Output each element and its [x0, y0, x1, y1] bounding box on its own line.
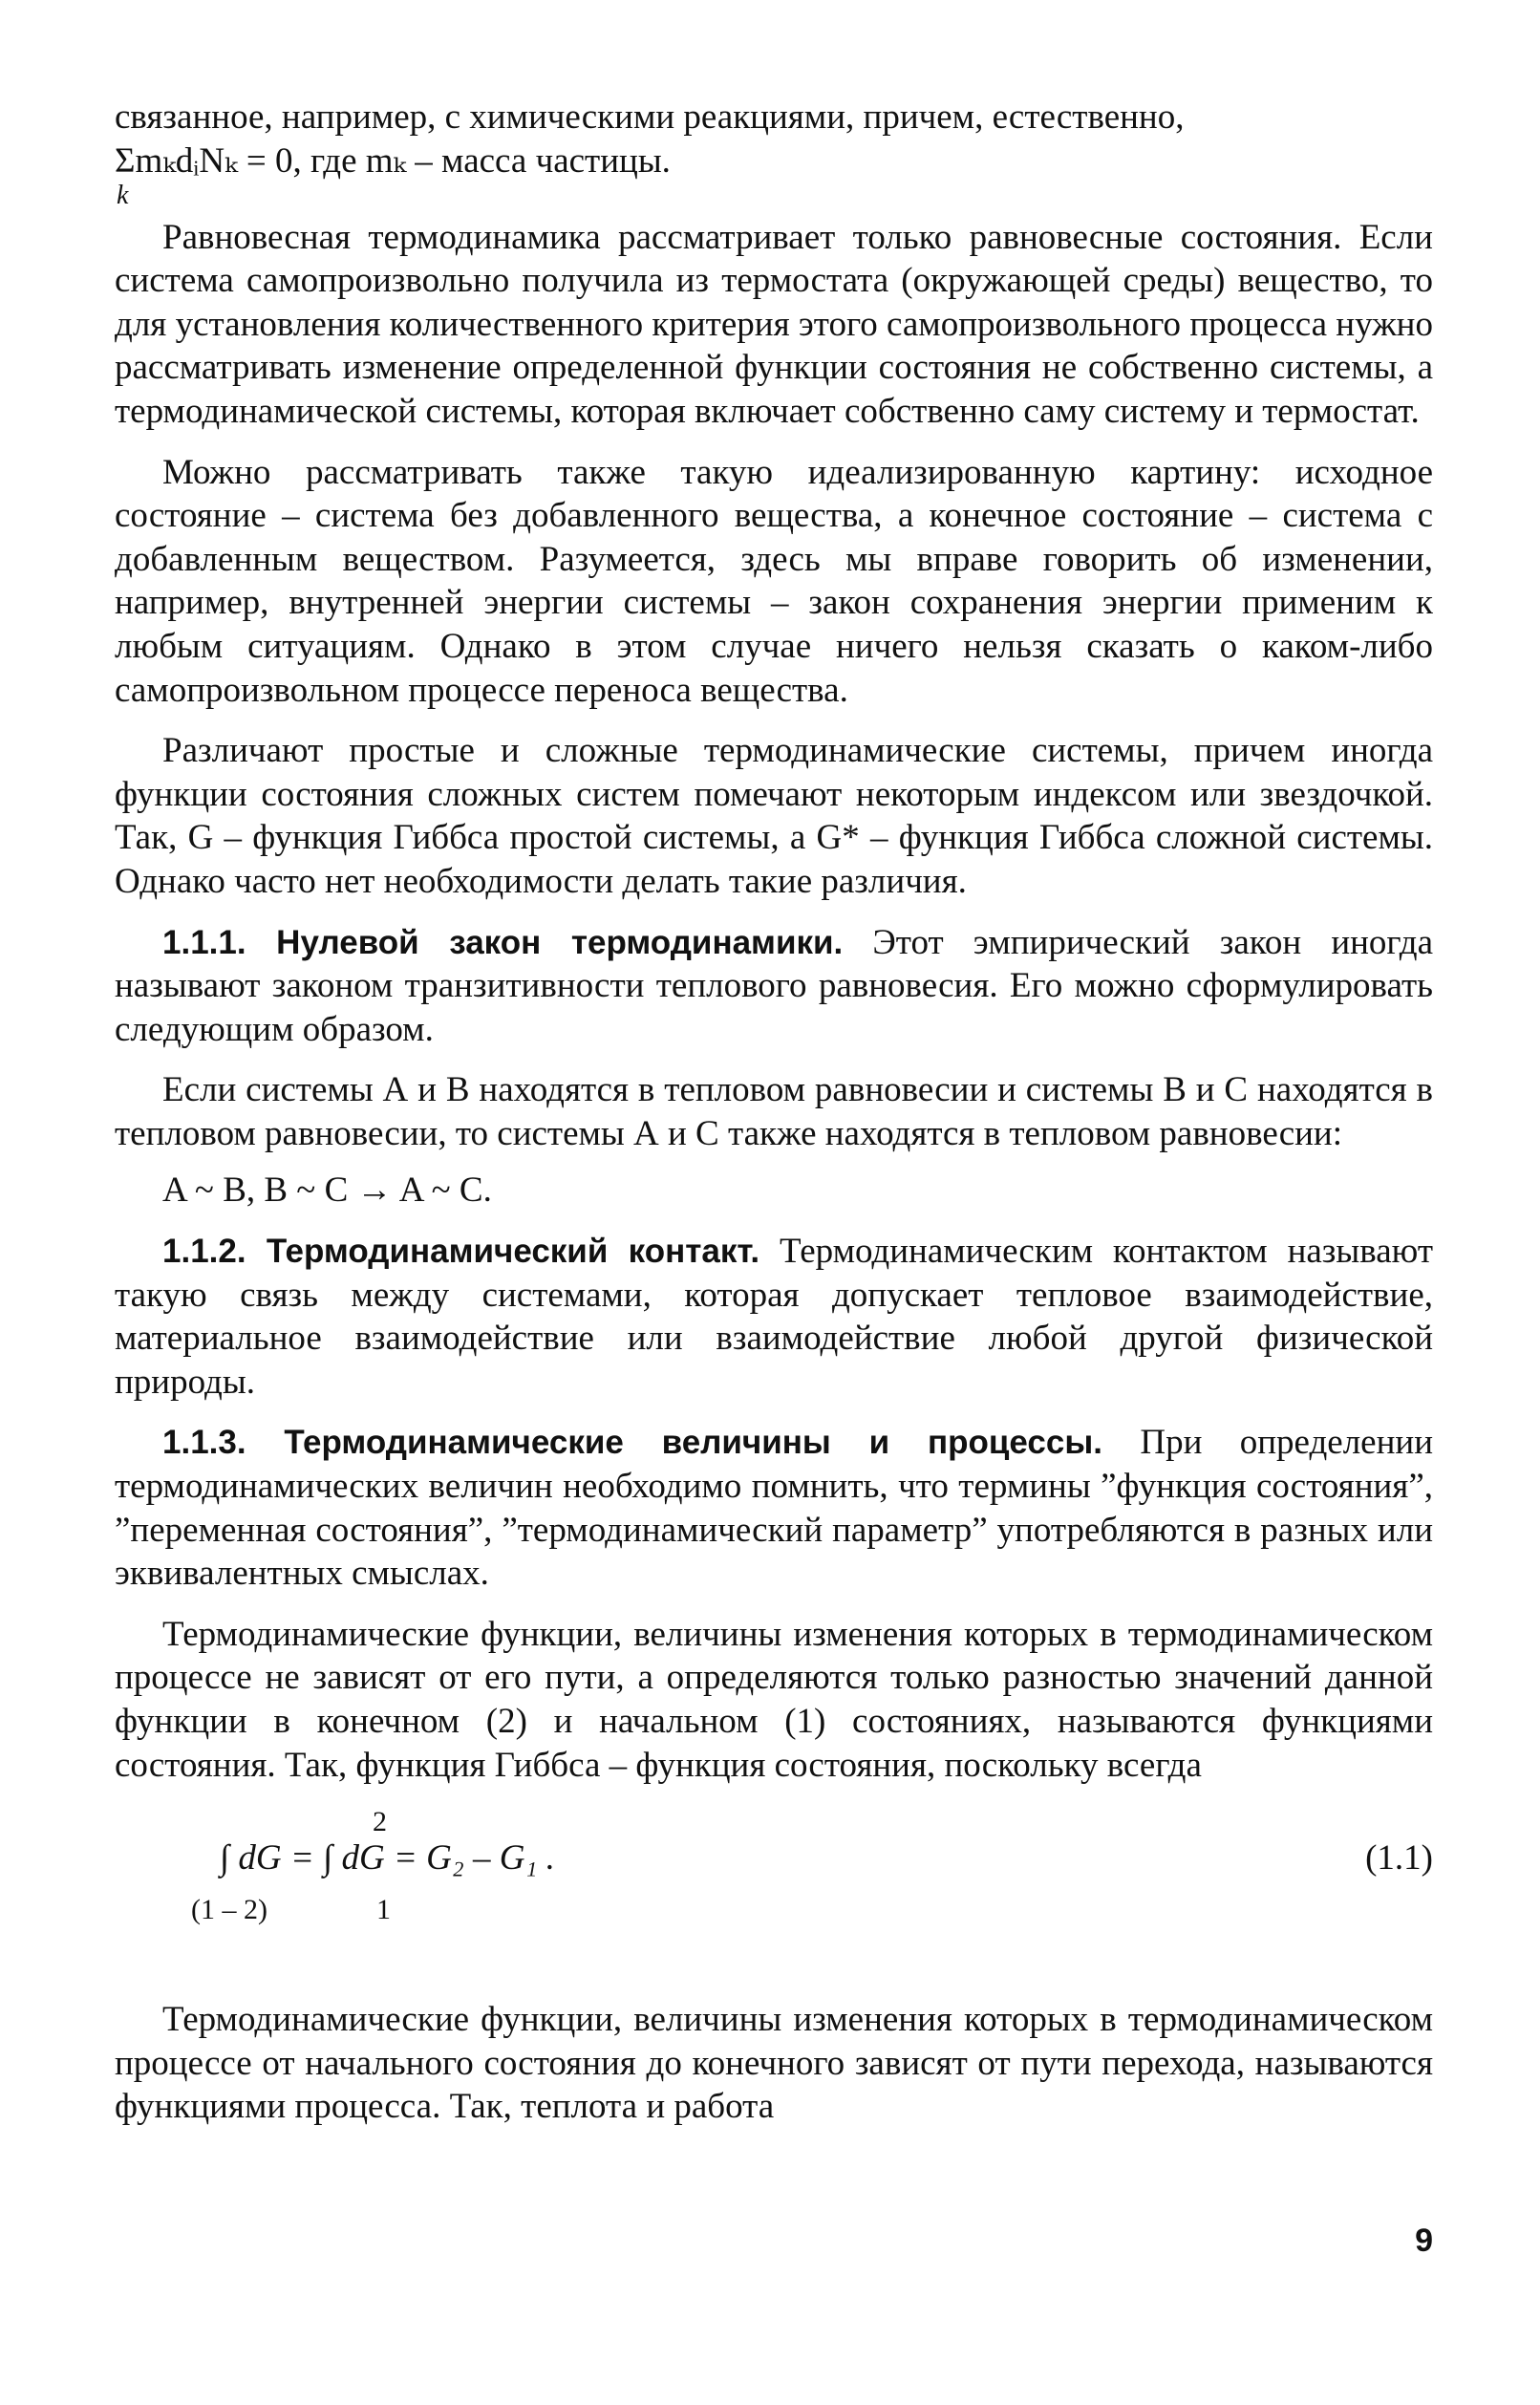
paragraph-process-functions: Термодинамические функции, величины изменения которых в термодинамическом процессе от начального состояния до конечного зависят от пути перехода, называются функциями процесса. Так, теплота и работа	[115, 2000, 1433, 2127]
section-1-1-1	[115, 921, 1433, 1052]
section-1-1-1-heading: 1.1.1. Нулевой закон термодинамики.	[162, 923, 844, 961]
sum-subscript: k	[117, 180, 129, 210]
equation-number: (1.1)	[1365, 1838, 1433, 1879]
integral-lower-limit-left: (1 – 2)	[191, 1894, 267, 1926]
section-1-1-3-heading: 1.1.3. Термодинамические величины и процессы.	[162, 1424, 1102, 1462]
sum-formula-line	[115, 140, 1433, 216]
page-body	[115, 96, 1433, 2129]
formula-integral	[115, 1800, 1433, 1958]
sum-formula: ΣmₖdᵢNₖ = 0, где mₖ – масса частицы.	[115, 140, 671, 181]
formula-transitivity: A ~ B, B ~ C → A ~ C.	[162, 1170, 492, 1211]
section-1-1-3-text: При определении термодинамических величин необходимо помнить, что термины ”функция состояния”, ”переменная состояния”, ”термодинамический параметр” употребляются в разных или эквивалентных смыслах.	[115, 1423, 1434, 1594]
integral-lower-limit-right: 1	[376, 1894, 391, 1926]
page-number: 9	[1415, 2222, 1433, 2259]
section-1-1-2-heading: 1.1.2. Термодинамический контакт.	[162, 1233, 760, 1271]
paragraph-equilibrium: Равновесная термодинамика рассматривает только равновесные состояния. Если система самопроизвольно получила из термостата (окружающей среды) вещество, то для установления количественного критерия этого самопроизвольного процесса нужно рассматривать изменение определенной функции состояния не собственно системы, а термодинамической системы, которая включает собственно саму систему и термостат.	[115, 217, 1433, 431]
paragraph-idealized: Можно рассматривать также такую идеализированную картину: исходное состояние – система без добавленного вещества, а конечное состояние – система с добавленным веществом. Разумеется, здесь мы вправе говорить об изменении, например, внутренней энергии системы – закон сохранения энергии применим к любым ситуациям. Однако в этом случае ничего нельзя сказать о каком-либо самопроизвольном процессе переноса вещества.	[115, 452, 1433, 710]
section-1-1-2	[115, 1230, 1433, 1404]
intro-line: связанное, например, с химическими реакциями, причем, естественно,	[115, 97, 1185, 137]
integral-expression: ∫ dG = ∫ dG = G₂ – G₁ .	[220, 1838, 555, 1879]
paragraph-state-functions: Термодинамические функции, величины изменения которых в термодинамическом процессе не зависят от его пути, а определяются только разностью значений данной функции в конечном (2) и начальном (1) состояниях, называются функциями состояния. Так, функция Гиббса – функция состояния, поскольку всегда	[115, 1614, 1433, 1785]
section-1-1-2-text: Термодинамическим контактом называют такую связь между системами, которая допускает тепловое взаимодействие, материальное взаимодействие или взаимодействие любой другой физической природы.	[115, 1232, 1433, 1402]
paragraph-zeroth-law: Если системы А и В находятся в тепловом равновесии и системы В и С находятся в тепловом равновесии, то системы А и С также находятся в тепловом равновесии:	[115, 1070, 1433, 1153]
section-1-1-3	[115, 1421, 1433, 1595]
integral-upper-limit: 2	[373, 1806, 387, 1838]
section-1-1-1-text: Этот эмпирический закон иногда называют законом транзитивности теплового равновесия. Его можно сформулировать следующим образом.	[115, 922, 1433, 1049]
paragraph-simple-complex: Различают простые и сложные термодинамические системы, причем иногда функции состояния сложных систем помечают некоторым индексом или звездочкой. Так, G – функция Гиббса простой системы, а G* – функция Гиббса сложной системы. Однако часто нет необходимости делать такие различия.	[115, 731, 1433, 901]
